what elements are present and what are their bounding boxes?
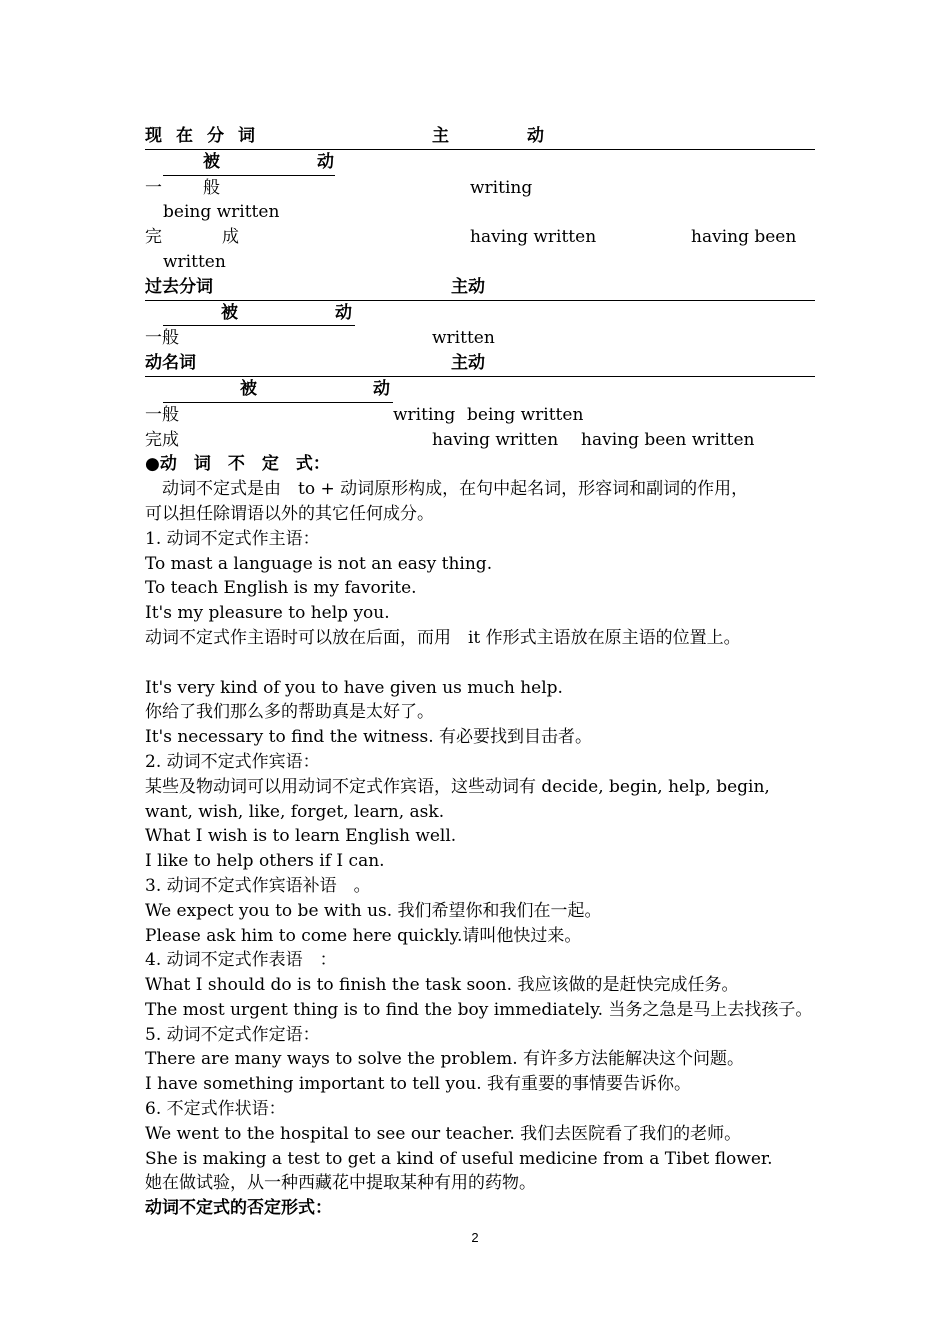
text-line: We went to the hospital to see our teacher. 我们去医院看了我们的老师。 <box>145 1123 742 1144</box>
text-line: There are many ways to solve the problem. 有许多方法能解决这个问题。 <box>145 1049 745 1070</box>
section-lines <box>145 527 815 1197</box>
gerund-passive-header: 被 动 <box>163 377 393 403</box>
text-line: We expect you to be with us. 我们希望你和我们在一起。 <box>145 900 602 921</box>
page-number: 2 <box>471 1230 479 1245</box>
present-participle-header-row <box>145 124 815 150</box>
present-participle-perfect-passive-cont: written <box>163 251 226 272</box>
text-line: 她在做试验，从一种西藏花中提取某种有用的药物。 <box>145 1173 536 1194</box>
intro-line-2: 可以担任除谓语以外的其它任何成分。 <box>145 503 434 524</box>
text-line: 某些及物动词可以用动词不定式作宾语，这些动词有 decide, begin, help, begin, <box>145 776 770 797</box>
text-line: To teach English is my favorite. <box>145 578 417 599</box>
intro-line-1: 动词不定式是由 to + 动词原形构成，在句中起名词，形容词和副词的作用， <box>145 479 749 500</box>
text-line: What I wish is to learn English well. <box>145 826 457 847</box>
text-line: Please ask him to come here quickly.请叫他快过来。 <box>145 925 582 946</box>
text-line: 3. 动词不定式作宾语补语 。 <box>145 875 371 896</box>
present-participle-general-row: 一 般 writing <box>145 177 533 198</box>
text-line: 1. 动词不定式作主语： <box>145 528 320 549</box>
gerund-general-row: 一般 writing being written <box>145 404 584 425</box>
text-line: It's my pleasure to help you. <box>145 603 390 624</box>
text-line: What I should do is to finish the task soon. 我应该做的是赶快完成任务。 <box>145 975 739 996</box>
text-line: 2. 动词不定式作宾语： <box>145 751 320 772</box>
text-line: 6. 不定式作状语： <box>145 1099 286 1120</box>
closing-heading: 动词不定式的否定形式： <box>145 1198 332 1219</box>
text-line: To mast a language is not an easy thing. <box>145 553 493 574</box>
text-line: The most urgent thing is to find the boy immediately. 当务之急是马上去找孩子。 <box>145 999 813 1020</box>
text-line: want, wish, like, forget, learn, ask. <box>145 801 445 822</box>
gerund-header-row: 动名词 主动 <box>145 351 815 377</box>
page-content <box>145 124 815 1221</box>
section-title: ●动 词 不 定 式： <box>145 454 330 475</box>
present-participle-passive-header: 被 动 <box>163 150 335 176</box>
text-line: 你给了我们那么多的帮助真是太好了。 <box>145 702 434 723</box>
text-line: She is making a test to get a kind of useful medicine from a Tibet flower. <box>145 1148 773 1169</box>
past-participle-general-row: 一般 written <box>145 328 495 349</box>
past-participle-header-row: 过去分词 主动 <box>145 275 815 301</box>
active-header: 主 <box>432 126 449 146</box>
text-line: I have something important to tell you. 我有重要的事情要告诉你。 <box>145 1074 692 1095</box>
present-participle-perfect-row: 完 成 having written having been <box>145 227 797 248</box>
gerund-perfect-row: 完成 having written having been written <box>145 429 755 450</box>
present-participle-label: 现在分词 <box>145 126 269 146</box>
past-participle-passive-header: 被 动 <box>163 301 355 327</box>
text-line: I like to help others if I can. <box>145 851 385 872</box>
text-line <box>145 651 815 676</box>
text-line: 5. 动词不定式作定语： <box>145 1024 320 1045</box>
present-participle-general-passive: being written <box>163 202 280 223</box>
text-line: 动词不定式作主语时可以放在后面，而用 it 作形式主语放在原主语的位置上。 <box>145 627 741 648</box>
active-header-2: 动 <box>527 126 544 146</box>
text-line: It's very kind of you to have given us much help. <box>145 677 563 698</box>
text-line: It's necessary to find the witness. 有必要找到目击者。 <box>145 727 593 748</box>
text-line: 4. 动词不定式作表语 ： <box>145 950 337 971</box>
